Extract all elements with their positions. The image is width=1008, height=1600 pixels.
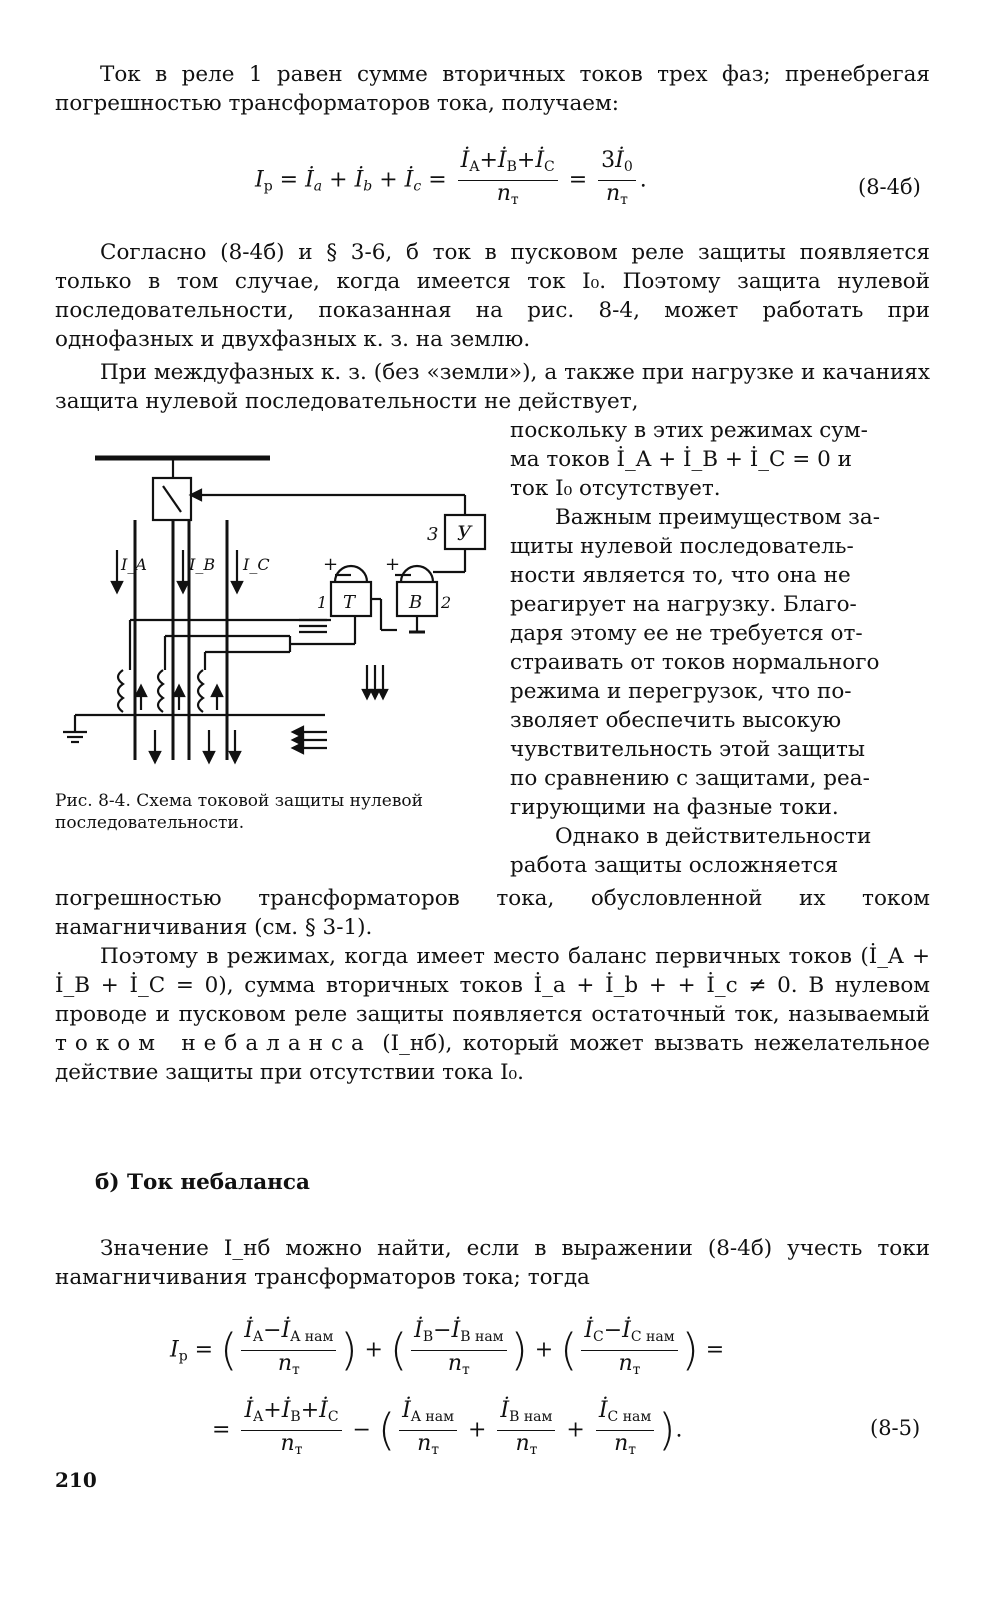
para4-wrap-2: щиты нулевой последователь- xyxy=(510,534,854,559)
label-1: 1 xyxy=(317,593,328,612)
relay-b-label: В xyxy=(409,592,423,613)
para5-wrap-2: работа защиты осложняется xyxy=(510,853,839,878)
para4-wrap-6: страивать от токов нормального xyxy=(510,650,880,675)
equation-number-8-5: (8-5) xyxy=(870,1416,921,1440)
label-2: 2 xyxy=(441,593,452,612)
paragraph-7: Значение I_нб можно найти, если в выражении (8-4б) учесть токи намагничивания трансформаторов тока; тогда xyxy=(55,1236,930,1290)
label-ib: I_B xyxy=(189,555,216,574)
label-3: 3 xyxy=(427,524,439,545)
para4-wrap-11: гирующими на фазные токи. xyxy=(510,795,839,820)
paragraph-1: Ток в реле 1 равен сумме вторичных токов трех фаз; пренебрегая погрешностью трансформаторов тока, получаем: xyxy=(55,62,930,116)
ct-a xyxy=(118,670,123,712)
ct-b xyxy=(158,670,163,712)
para3-wrap-3: ток I₀ отсутствует. xyxy=(510,476,721,501)
ct-c xyxy=(198,670,203,712)
paragraph-6 xyxy=(55,942,930,1087)
circuit-diagram xyxy=(55,440,495,780)
para4-wrap-3: ности является то, что она не xyxy=(510,563,851,588)
equation-number-8-4b: (8-4б) xyxy=(858,175,921,199)
paragraph-5: погрешностью трансформаторов тока, обусловленной их током намагничивания (см. § 3-1). xyxy=(55,886,930,940)
para4-wrap-8: зволяет обеспечить высокую xyxy=(510,708,842,733)
plus-t: + xyxy=(323,554,339,575)
relay-u-label: У xyxy=(457,521,472,545)
wrapped-text-column xyxy=(510,416,930,880)
label-ia: I_A xyxy=(121,555,147,574)
para3-wrap-2: ма токов İ_A + İ_B + İ_C = 0 и xyxy=(510,447,852,472)
para6-part-a: Поэтому в режимах, когда имеет место баланс первичных токов (İ_A + İ_B + İ_C = 0), сумма вторичных токов İ_a + İ_b + + İ_c ≠ 0. В нулевом проводе и пусковом реле защиты появляется остаточный ток, называемый xyxy=(55,944,930,1027)
para4-wrap-4: реагирует на нагрузку. Благо- xyxy=(510,592,857,617)
section-heading: б) Ток небаланса xyxy=(95,1170,310,1195)
para5-wrap-1: Однако в действительности xyxy=(555,824,872,849)
para6-spaced-term: током небаланса xyxy=(55,1031,372,1056)
paragraph-2: Согласно (8-4б) и § 3-6, б ток в пусковом реле защиты появляется только в том случае, когда имеется ток I₀. Поэтому защита нулевой последовательности, показанная на рис. 8-4, может работать при однофазных и двухфазных к. з. на землю. xyxy=(55,240,930,352)
para6-part-b: (I_нб), который может вызвать нежелательное действие защиты при отсутствии тока I₀. xyxy=(55,1031,930,1085)
label-ic: I_C xyxy=(243,555,270,574)
relay-t-label: Т xyxy=(343,592,356,613)
page-number: 210 xyxy=(55,1468,97,1492)
para4-wrap-7: режима и перегрузок, что по- xyxy=(510,679,852,704)
para4-wrap-5: даря этому ее не требуется от- xyxy=(510,621,863,646)
figure-caption: Рис. 8-4. Схема токовой защиты нулевой последовательности. xyxy=(55,791,423,833)
equation-8-5-line2: = $\frac{İ_A+İ_B+İ_C}{n_т}$ − ( $\frac{İ_{A нам}}{n_т}$ + $\frac{İ_{B нам}}{n_т}$ + $\frac{İ_{C нам}}{n_т}$ ). xyxy=(212,1398,683,1458)
paragraph-3: При междуфазных к. з. (без «земли»), а также при нагрузке и качаниях защита нулевой последовательности не действует, xyxy=(55,360,930,414)
equation-8-4b: $I_р$ = $İ_a$ + $İ_b$ + $İ_c$ = $\frac{İ_A+İ_B+İ_C}{n_т}$ = $\frac{3İ_0}{n_т}$ . xyxy=(255,148,647,208)
para3-wrap-1: поскольку в этих режимах сум- xyxy=(510,418,868,443)
equation-8-5-line1: $I_р$ = ( $\frac{İ_A-İ_{A нам}}{n_т}$ ) + ( $\frac{İ_B-İ_{B нам}}{n_т}$ ) + ( $\frac{İ_C-İ_{C нам}}{n_т}$ ) = xyxy=(170,1318,725,1378)
para4-wrap-9: чувствительность этой защиты xyxy=(510,737,865,762)
para4-wrap-1: Важным преимуществом за- xyxy=(555,505,880,530)
para4-wrap-10: по сравнению с защитами, реа- xyxy=(510,766,870,791)
plus-b: + xyxy=(385,554,401,575)
